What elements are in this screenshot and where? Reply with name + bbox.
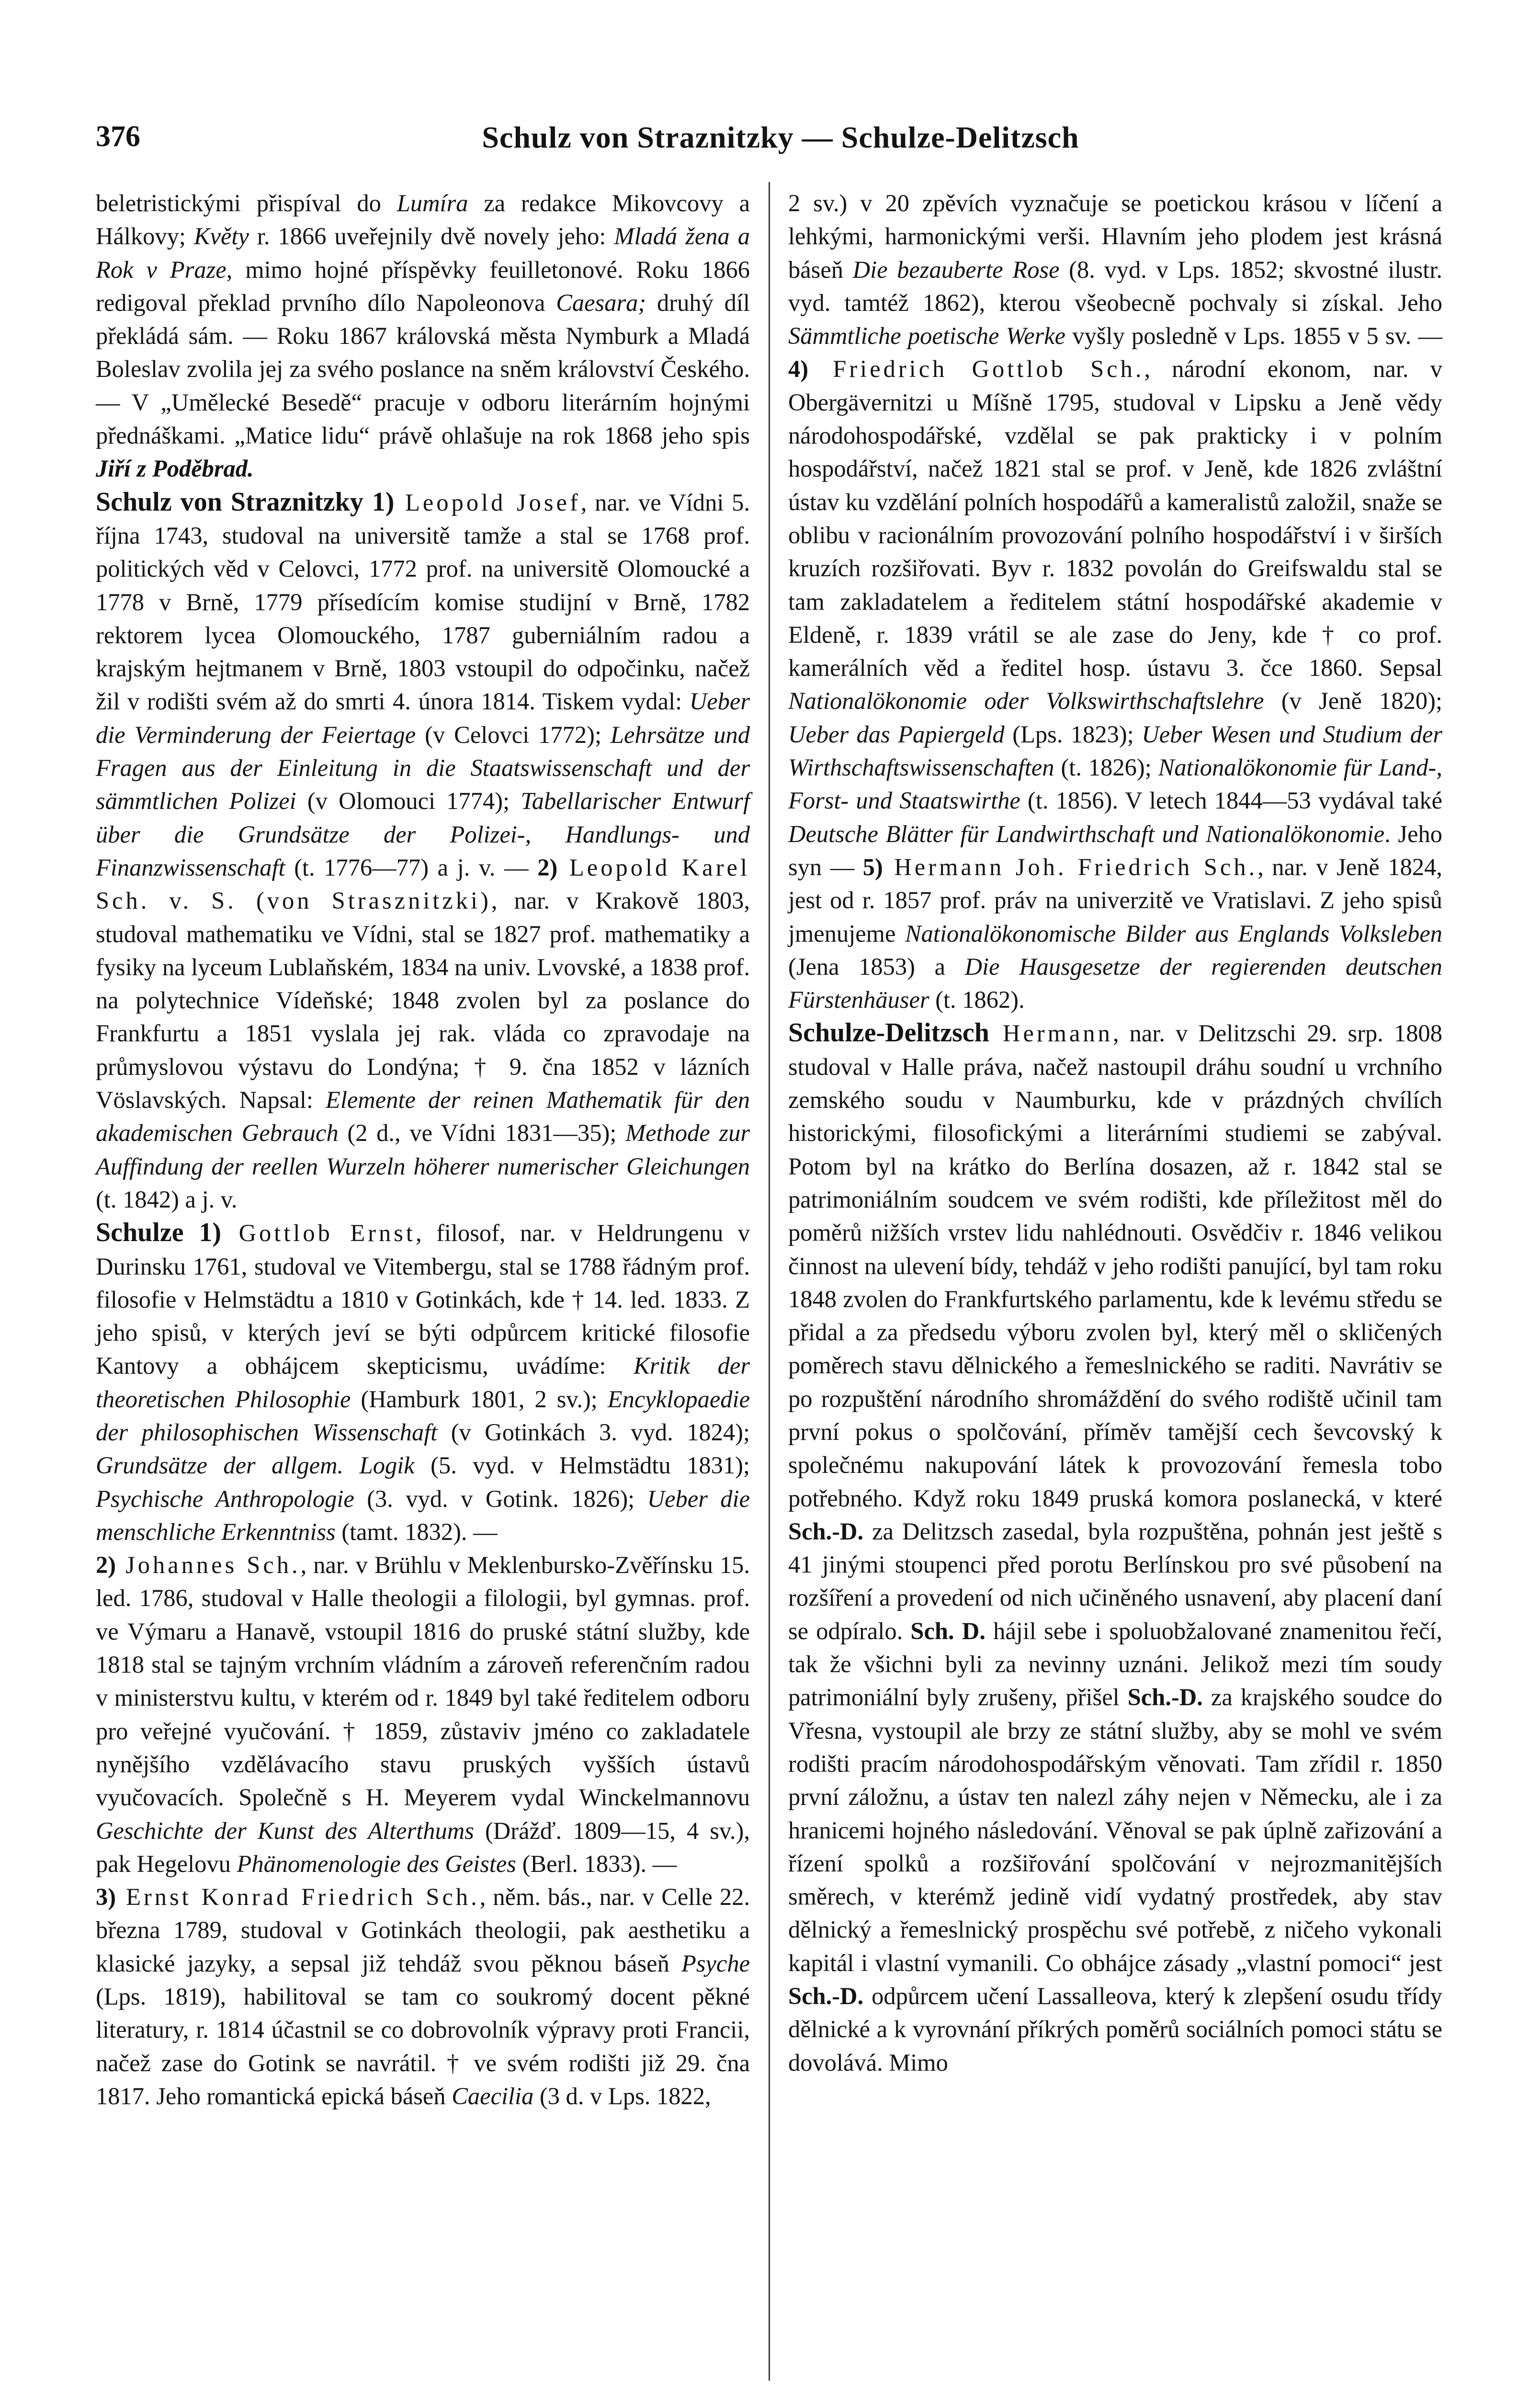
entry-schulze-3: 3) Ernst Konrad Friedrich Sch., něm. bás., nar. v Celle 22. března 1789, studoval v Gotinkách theologii, pak aesthetiku a klasické jazyky, a sepsal již tehdáž svou pěknou báseň Psyche (Lps. 1819), habilitoval se tam co soukromý docent pěkné literatury, r. 1814 účastnil se co dobrovolník výpravy proti Francii, načež zase do Gotink se navrátil. † ve svém rodišti již 29. čna 1817. Jeho romantická epická báseň Caecilia (3 d. v Lps. 1822, bbox=[96, 1883, 750, 2110]
headword: Schulze 1) bbox=[96, 1218, 222, 1248]
entry-schulze-3-continuation: 2 sv.) v 20 zpěvích vyznačuje se poetickou krásou v líčení a lehkými, harmonickými verši. Hlavním jeho plodem jest krásná báseň Die bezauberte Rose (8. vyd. v Lps. 1852; skvostné ilustr. vyd. tamtéž 1862), kterou všeobecně pochvaly si získal. Jeho Sämmtliche poetische Werke vyšly posledně v Lps. 1855 v 5 sv. — 4) Friedrich Gottlob Sch., národní ekonom, nar. v Obergävernitzi u Míšně 1795, studoval v Lipsku a Jeně vědy národohospodářské, vzdělal se pak prakticky i v polním hospodářství, načež 1821 stal se prof. v Jeně, kde 1826 zvláštní ústav ku vzdělání polních hospodářů a kameralistů založil, snaže se oblibu v racionálním provozování polního hospodářství i v širších kruzích rozšiřovati. Byv r. 1832 povolán do Greifswaldu stal se tam zakladatelem a ředitelem státní hospodářské akademie v Eldeně, r. 1839 vrátil se ale zase do Jeny, kde † co prof. kamerálních věd a ředitel hosp. ústavu 3. čce 1860. Sepsal Nationalökonomie oder Volkswirthschaftslehre (v Jeně 1820); Ueber das Papiergeld (Lps. 1823); Ueber Wesen und Studium der Wirthschaftswissenschaften (t. 1826); Nationalökonomie für Land-, Forst- und Staatswirthe (t. 1856). V letech 1844—53 vydával také Deutsche Blätter für Landwirthschaft und Nationalökonomie. Jeho syn — 5) Hermann Joh. Friedrich Sch., nar. v Jeně 1824, jest od r. 1857 prof. práv na univerzitě ve Vratislavi. Z jeho spisů jmenujeme Nationalökonomische Bilder aus Englands Volksleben (Jena 1853) a Die Hausgesetze der regierenden deutschen Fürstenhäuser (t. 1862). bbox=[788, 190, 1443, 1014]
right-column bbox=[788, 187, 1442, 2079]
page bbox=[96, 110, 1465, 2390]
entry-intro-continuation: beletristickými přispíval do Lumíra za redakce Mikovcovy a Hálkovy; Květy r. 1866 uveřejnily dvě novely jeho: Mladá žena a Rok v Praze, mimo hojné příspěvky feuilletonové. Roku 1866 redigoval překlad prvního dílo Napoleonova Caesara; druhý díl překládá sám. — Roku 1867 královská města Nymburk a Mladá Boleslav zvolila jej za svého poslance na sněm království Českého. — V „Umělecké Besedě“ pracuje v odboru literárním hojnými přednáškami. „Matice lidu“ právě ohlašuje na rok 1868 jeho spis Jiří z Poděbrad. bbox=[96, 190, 750, 482]
running-head: Schulz von Straznitzky — Schulze-Delitzsch bbox=[482, 120, 1079, 154]
entry-schulze-1: Schulze 1) Gottlob Ernst, filosof, nar. v Heldrungenu v Durinsku 1761, studoval ve Vitembergu, stal se 1788 řádným prof. filosofie v Helmstädtu a 1810 v Gotinkách, kde † 14. led. 1833. Z jeho spisů, v kterých jeví se býti odpůrcem kritické filosofie Kantovy a obhájcem skepticismu, uvádíme: Kritik der theoretischen Philosophie (Hamburk 1801, 2 sv.); Encyklopaedie der philosophischen Wissenschaft (v Gotinkách 3. vyd. 1824); Grundsätze der allgem. Logik (5. vyd. v Helmstädtu 1831); Psychische Anthropologie (3. vyd. v Gotink. 1826); Ueber die menschliche Erkenntniss (tamt. 1832). — bbox=[96, 1218, 750, 1545]
page-number: 376 bbox=[96, 120, 140, 153]
page-header bbox=[96, 110, 1465, 163]
entry-schulze-2: 2) Johannes Sch., nar. v Brühlu v Meklenbursko-Zvěřínsku 15. led. 1786, studoval v Halle theologii a filologii, byl gymnas. prof. ve Výmaru a Hanavě, vstoupil 1816 do pruské státní služby, kde 1818 stal se tajným vrchním vládním a zároveň referenčním radou v ministerstvu kultu, v kterém od r. 1849 byl také ředitelem odboru pro veřejné vyučování. † 1859, zůstaviv jméno co zakladatele nynějšího vzdělávacího stavu pruských vyšších ústavů vyučovacích. Společně s H. Meyerem vydal Winckelmannovu Geschichte der Kunst des Alterthums (Drážď. 1809—15, 4 sv.), pak Hegelovu Phänomenologie des Geistes (Berl. 1833). — bbox=[96, 1551, 750, 1877]
headword: Schulz von Straznitzky 1) bbox=[96, 487, 395, 517]
entry-schulze-delitzsch: Schulze-Delitzsch Hermann, nar. v Delitzschi 29. srp. 1808 studoval v Halle práva, načež nastoupil dráhu soudní u vrchního zemského soudu v Naumburku, kde v prázdných chvílích historickými, filosofickými a literárními studiemi se zabýval. Potom byl na krátko do Berlína dosazen, až r. 1842 stal se patrimoniálním soudcem ve svém rodišti, kde příležitost měl do poměrů nižších vrstev lidu nahlédnouti. Osvědčiv r. 1846 velikou činnost na ulevení bídy, tehdáž v jeho rodišti panující, byl tam roku 1848 zvolen do Frankfurtského parlamentu, kde k levému středu se přidal a za předsedu výboru zvolen byl, který měl o skličených poměrech stavu dělnického a řemeslnického se raditi. Navrátiv se po rozpuštění národního shromáždění do svého rodiště učinil tam první pokus o spolčování, příměv tamější cech ševcovský k společnému nakupování látek k provozování řemesla tobo potřebného. Když roku 1849 pruská komora poslanecká, v které Sch.-D. za Delitzsch zasedal, byla rozpuštěna, pohnán jest ještě s 41 jinými stoupenci před porotu Berlínskou pro své působení na rozšíření a provedení od nich učiněného usnavení, aby placení daní se odpíralo. Sch. D. hájil sebe i spoluobžalované znamenitou řečí, tak že všichni byli za nevinny uznáni. Jelikož mezi tím soudy patrimoniální byly zrušeny, přišel Sch.-D. za krajského soudce do Vřesna, vystoupil ale brzy ze státní služby, aby se mohl ve svém rodišti pracím národohospodářským věnovati. Tam zřídil r. 1850 první záložnu, a ústav ten nalezl záhy nejen v Německu, ale i za hranicemi hojného následování. Věnoval se pak úplně zařizování a řízení spolků a rozšiřování spolčování v nejrozmanitějších směrech, v kterémž jedině vidí vydatný prostředek, aby stav dělnický a řemeslnický prospěchu své potřebě, z ničeho vykonali kapitál i vlastní vymanili. Co obhájce zásady „vlastní pomoci“ jest Sch.-D. odpůrcem učení Lassalleova, který k zlepšení osudu třídy dělnické a k vyrovnání příkrých poměrů sociálních pomoci státu se dovolává. Mimo bbox=[788, 1018, 1443, 2076]
headword: Schulze-Delitzsch bbox=[788, 1018, 989, 1048]
left-column bbox=[96, 187, 750, 2113]
column-divider bbox=[769, 182, 770, 2381]
entry-straznitzky-1: Schulz von Straznitzky 1) Leopold Josef, nar. ve Vídni 5. října 1743, studoval na universitě tamže a stal se 1768 prof. politických věd v Celovci, 1772 prof. na universitě Olomoucké a 1778 v Brně, 1779 přísedícím komise studijní v Brně, 1782 rektorem lycea Olomouckého, 1787 guberniálním radou a krajským hejtmanem v Brně, 1803 vstoupil do odpočinku, načež žil v rodišti svém až do smrti 4. února 1814. Tiskem vydal: Ueber die Verminderung der Feiertage (v Celovci 1772); Lehrsätze und Fragen aus der Einleitung in die Staatswissenschaft und der sämmtlichen Polizei (v Olomouci 1774); Tabellarischer Entwurf über die Grundsätze der Polizei-, Handlungs- und Finanzwissenschaft (t. 1776—77) a j. v. — 2) Leopold Karel Sch. v. S. (von Strasznitzki), nar. v Krakově 1803, studoval mathematiku ve Vídni, stal se 1827 prof. mathematiky a fysiky na lyceum Lublaňském, 1834 na univ. Lvovské, a 1838 prof. na polytechnice Vídeňské; 1848 zvolen byl za poslance do Frankfurtu a 1851 vyslala jej rak. vláda co zpravodaje na průmyslovou výstavu do Londýna; † 9. čna 1852 v lázních Vöslavských. Napsal: Elemente der reinen Mathematik für den akademischen Gebrauch (2 d., ve Vídni 1831—35); Methode zur Auffindung der reellen Wurzeln höherer numerischer Gleichungen (t. 1842) a j. v. bbox=[96, 487, 750, 1213]
